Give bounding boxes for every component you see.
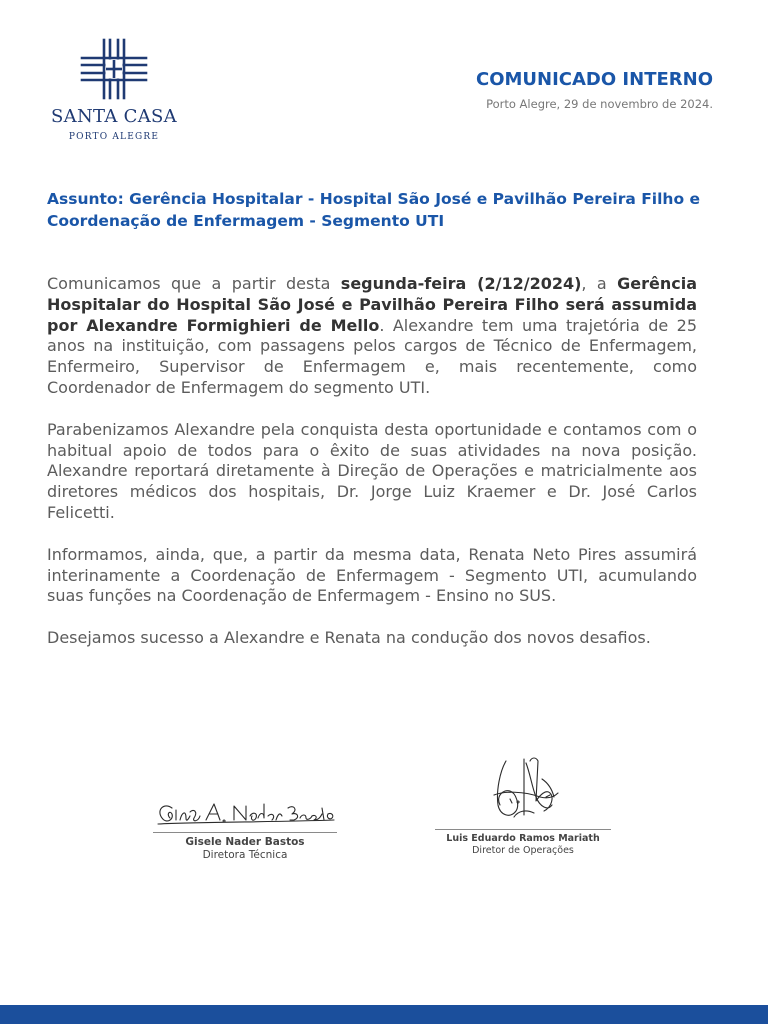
signatory-name: Luis Eduardo Ramos Mariath: [446, 833, 600, 844]
signature-line: [435, 829, 611, 830]
logo-wordmark: SANTA CASA: [51, 106, 177, 127]
signature-line: [153, 832, 337, 833]
santa-casa-logo: [46, 36, 182, 146]
handwritten-signature-gisele: [150, 798, 340, 828]
signatory-role: Diretora Técnica: [202, 849, 288, 861]
signature-block-technical-director: [150, 798, 340, 861]
signatory-name: Gisele Nader Bastos: [185, 836, 305, 848]
footer-bar: [0, 1005, 768, 1024]
p1-text-3: . Alexandre tem uma trajetória de 25 anos na instituição, com passagens pelos cargos de Técnico de Enfermagem, Enfermeiro, Supervisor de Enfermagem e, mais recentemente, como Coordenador de Enfermagem do segmento UTI.: [47, 315, 698, 397]
paragraph-1: [47, 274, 697, 399]
document-date: Porto Alegre, 29 de novembro de 2024.: [486, 97, 713, 111]
signatory-role: Diretor de Operações: [472, 845, 574, 856]
paragraph-2: Parabenizamos Alexandre pela conquista desta oportunidade e contamos com o habitual apoio de todos para o êxito de suas atividades na nova posição. Alexandre reportará diretamente à Direção de Operações e matricialmente aos diretores médicos dos hospitais, Dr. Jorge Luiz Kraemer e Dr. José Carlos Felicetti.: [47, 419, 697, 522]
p1-bold-date: segunda-feira (2/12/2024): [340, 274, 582, 293]
subject-heading: Assunto: Gerência Hospitalar - Hospital São José e Pavilhão Pereira Filho e Coordenação de Enfermagem - Segmento UTI: [47, 190, 700, 230]
paragraph-4: Desejamos sucesso a Alexandre e Renata na condução dos novos desafios.: [47, 628, 651, 648]
letter-body: [47, 274, 697, 670]
signature-block-operations-director: [430, 755, 616, 856]
handwritten-signature-luis: [430, 755, 616, 825]
document-type-title: COMUNICADO INTERNO: [475, 69, 713, 90]
p1-text-1: Comunicamos que a partir desta: [47, 274, 341, 293]
paragraph-3: Informamos, ainda, que, a partir da mesma data, Renata Neto Pires assumirá interinamente a Coordenação de Enfermagem - Segmento UTI, acumulando suas funções na Coordenação de Enfermagem - Ensino no SUS.: [47, 544, 697, 606]
p1-text-2: , a: [581, 274, 618, 293]
logo-city: PORTO ALEGRE: [68, 132, 160, 142]
p1-bold-announcement: Gerência Hospitalar do Hospital São José e Pavilhão Pereira Filho será assumida por Alexandre Formighieri de Mello: [47, 274, 698, 335]
cross-emblem-icon: [80, 38, 148, 100]
